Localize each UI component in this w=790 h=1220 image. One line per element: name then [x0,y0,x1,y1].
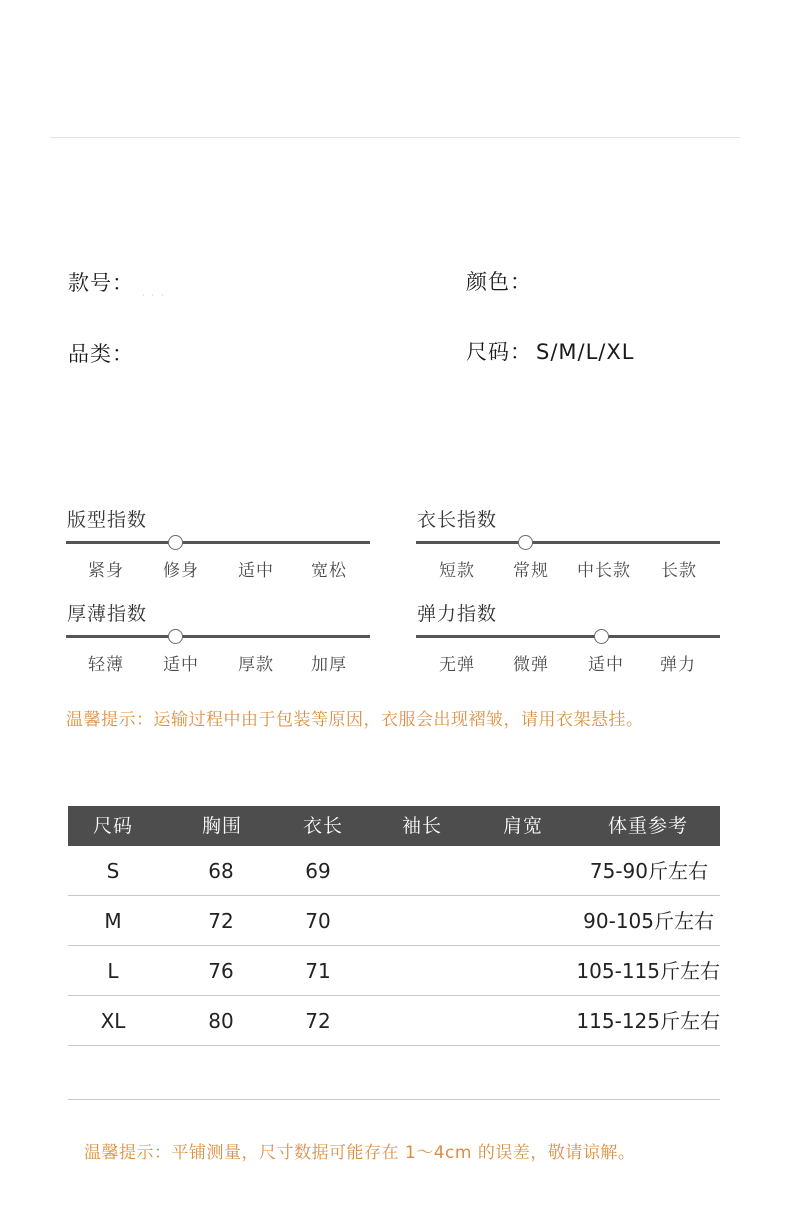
header-shoulder: 肩宽 [502,815,543,837]
level-label: 常规 [513,561,549,581]
elasticity-index-levels [416,650,720,676]
level-label: 适中 [588,655,624,675]
size-value: S/M/L/XL [536,340,635,364]
thickness-index [66,599,370,679]
fit-index-knob [168,535,183,550]
header-size: 尺码 [92,815,133,837]
level-label: 紧身 [88,561,124,581]
thickness-index-track [66,635,370,638]
cell-sleeve [372,896,472,946]
level-label: 轻薄 [88,655,124,675]
level-label: 中长款 [577,561,631,581]
table-row [68,896,720,946]
length-index-track [416,541,720,544]
level-label: 适中 [163,655,199,675]
thickness-index-levels [66,650,370,676]
shipping-tip: 温馨提示：运输过程中由于包装等原因，衣服会出现褶皱，请用衣架悬挂。 [66,710,644,730]
style-number-field [68,267,138,297]
table-header [68,806,720,846]
level-label: 修身 [163,561,199,581]
size-table [68,806,720,1046]
table-row [68,946,720,996]
cell-weight: 90-105斤左右 [583,909,714,933]
header-length: 衣长 [302,815,343,837]
elasticity-index-track [416,635,720,638]
fit-index [66,505,370,585]
table-row [68,996,720,1046]
cell-length: 72 [305,1009,331,1033]
cell-sleeve [372,946,472,996]
cell-length: 71 [305,959,331,983]
measurement-tip: 温馨提示：平铺测量，尺寸数据可能存在 1～4cm 的误差，敬请谅解。 [84,1143,636,1163]
bottom-divider [68,1099,720,1100]
thickness-index-title: 厚薄指数 [67,603,148,625]
header-weight: 体重参考 [607,815,688,837]
cell-sleeve [372,996,472,1046]
category-field [68,338,138,368]
cell-weight: 115-125斤左右 [576,1009,720,1033]
fit-index-track [66,541,370,544]
thickness-index-knob [168,629,183,644]
table-row [68,846,720,896]
cell-size: S [106,859,120,883]
level-label: 微弹 [513,655,549,675]
length-index-knob [518,535,533,550]
level-label: 厚款 [238,655,274,675]
cell-chest: 68 [208,859,234,883]
cell-size: L [107,959,119,983]
style-number-label: 款号： [68,271,134,295]
level-label: 长款 [661,561,697,581]
cell-size: XL [100,1009,126,1033]
cell-length: 70 [305,909,331,933]
header-chest: 胸围 [201,815,242,837]
color-label: 颜色： [466,270,532,294]
elasticity-index-knob [594,629,609,644]
level-label: 宽松 [311,561,347,581]
length-index-levels [416,556,720,582]
fit-index-title: 版型指数 [67,509,148,531]
cell-sleeve [372,846,472,896]
elasticity-index-title: 弹力指数 [417,603,498,625]
level-label: 短款 [439,561,475,581]
level-label: 加厚 [311,655,347,675]
cell-size: M [104,909,122,933]
cell-length: 69 [305,859,331,883]
elasticity-index [416,599,720,679]
size-label: 尺码： [466,340,532,364]
fit-index-levels [66,556,370,582]
cell-chest: 76 [208,959,234,983]
header-sleeve: 袖长 [401,815,442,837]
cell-weight: 105-115斤左右 [576,959,720,983]
cell-chest: 80 [208,1009,234,1033]
size-field [466,336,634,366]
cell-weight: 75-90斤左右 [589,859,708,883]
length-index-title: 衣长指数 [417,509,498,531]
length-index [416,505,720,585]
color-field [466,266,536,296]
level-label: 无弹 [439,655,475,675]
top-divider [50,137,740,138]
category-label: 品类： [68,342,134,366]
style-number-placeholder-dots: ··· [142,291,171,300]
level-label: 弹力 [660,655,696,675]
level-label: 适中 [238,561,274,581]
cell-chest: 72 [208,909,234,933]
